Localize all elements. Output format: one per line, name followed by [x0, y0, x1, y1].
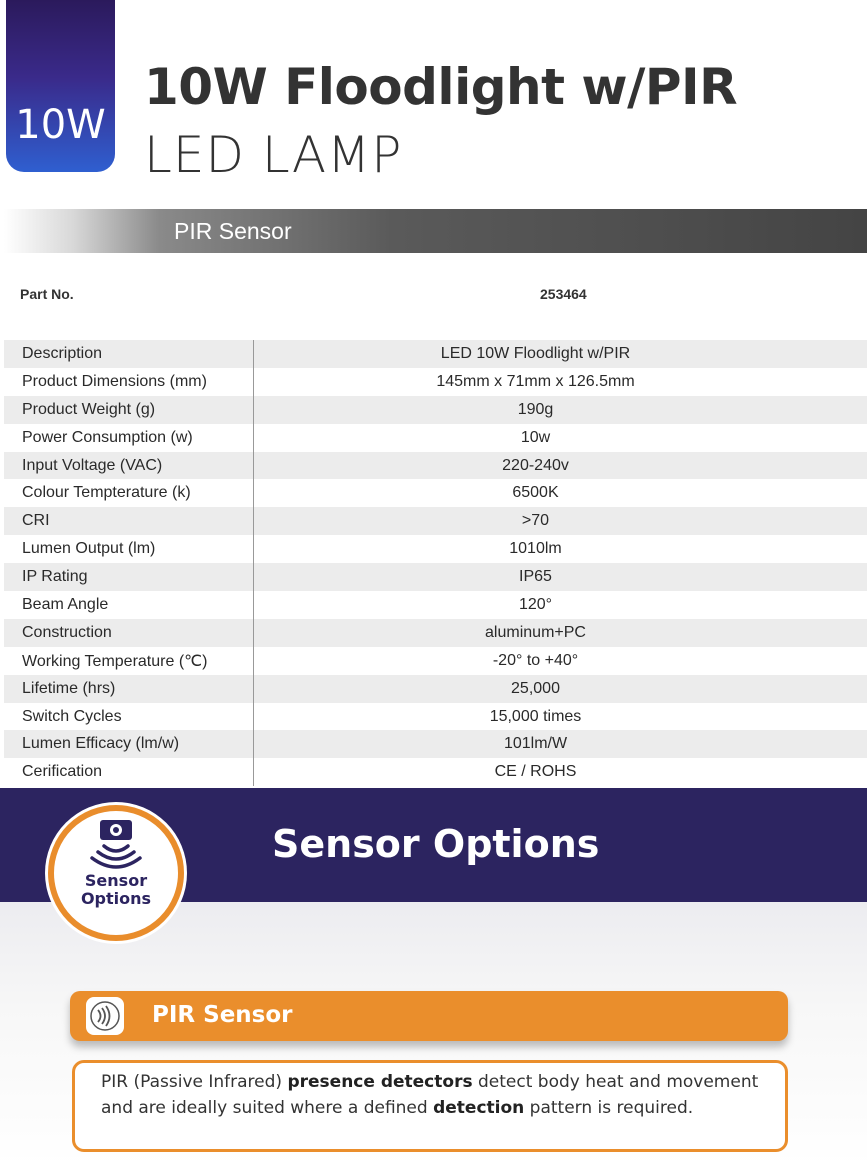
spec-value: >70	[521, 512, 550, 530]
spec-row	[4, 703, 867, 731]
spec-label: Working Temperature (℃)	[4, 647, 254, 675]
product-subtitle: LED LAMP	[144, 126, 403, 184]
spec-value: IP65	[519, 568, 552, 586]
spec-row	[4, 340, 867, 368]
spec-row	[4, 730, 867, 758]
product-title: 10W Floodlight w/PIR	[144, 58, 738, 116]
spec-label: Construction	[4, 619, 254, 647]
spec-row	[4, 619, 867, 647]
spec-value: 1010lm	[509, 540, 562, 558]
spec-value: aluminum+PC	[485, 623, 586, 641]
spec-label: Lumen Efficacy (lm/w)	[4, 730, 254, 758]
desc-bold-2: detection	[433, 1098, 525, 1118]
spec-row	[4, 452, 867, 480]
pir-description	[72, 1060, 788, 1152]
spec-table	[4, 340, 867, 786]
spec-value: 6500K	[512, 484, 559, 502]
section-header-bar	[4, 209, 867, 253]
spec-label: Switch Cycles	[4, 703, 254, 731]
spec-value: 145mm x 71mm x 126.5mm	[436, 372, 635, 390]
sensor-options-title: Sensor Options	[272, 822, 600, 866]
spec-label: IP Rating	[4, 563, 254, 591]
spec-label: Beam Angle	[4, 591, 254, 619]
desc-part-1: PIR (Passive Infrared)	[101, 1072, 288, 1092]
spec-row	[4, 535, 867, 563]
spec-value: 220-240v	[502, 456, 569, 474]
spec-row	[4, 647, 867, 675]
spec-label: Input Voltage (VAC)	[4, 452, 254, 480]
spec-label: Lifetime (hrs)	[4, 675, 254, 703]
circle-line-1: Sensor	[84, 871, 148, 890]
motion-sensor-icon	[88, 818, 144, 870]
spec-row	[4, 507, 867, 535]
spec-label: CRI	[4, 507, 254, 535]
spec-row	[4, 368, 867, 396]
spec-row	[4, 396, 867, 424]
spec-label: Description	[4, 340, 254, 368]
circle-line-2: Options	[80, 889, 152, 908]
part-number-value: 253464	[540, 286, 587, 302]
wattage-badge	[6, 0, 115, 172]
spec-row	[4, 479, 867, 507]
spec-label: Product Weight (g)	[4, 396, 254, 424]
spec-value: 10w	[520, 428, 551, 446]
spec-label: Cerification	[4, 758, 254, 786]
part-number-label: Part No.	[20, 286, 74, 302]
spec-value: -20° to +40°	[492, 651, 579, 669]
desc-bold-1: presence detectors	[287, 1072, 473, 1092]
spec-label: Power Consumption (w)	[4, 424, 254, 452]
spec-value: 15,000 times	[489, 707, 582, 725]
spec-value: 120°	[518, 595, 553, 613]
spec-row	[4, 563, 867, 591]
spec-row	[4, 675, 867, 703]
desc-part-3: pattern is required.	[524, 1098, 694, 1118]
spec-label: Product Dimensions (mm)	[4, 368, 254, 396]
spec-value: 190g	[517, 400, 554, 418]
spec-row	[4, 424, 867, 452]
spec-row	[4, 591, 867, 619]
sensor-options-circle-text	[48, 872, 184, 908]
spec-value: 101lm/W	[503, 735, 568, 753]
wattage-badge-label: 10W	[15, 102, 106, 148]
section-title: PIR Sensor	[174, 217, 292, 244]
pir-sensor-title: PIR Sensor	[152, 1002, 293, 1028]
pir-icon-box	[86, 997, 124, 1035]
spec-value: LED 10W Floodlight w/PIR	[440, 344, 631, 362]
spec-row	[4, 758, 867, 786]
pir-wave-icon	[86, 997, 124, 1035]
spec-label: Colour Tempterature (k)	[4, 479, 254, 507]
spec-value: 25,000	[511, 679, 560, 697]
desc-part-2: detect body heat and movement and are ideally suited where a defined	[101, 1072, 759, 1118]
spec-label: Lumen Output (lm)	[4, 535, 254, 563]
spec-value: CE / ROHS	[494, 763, 577, 781]
